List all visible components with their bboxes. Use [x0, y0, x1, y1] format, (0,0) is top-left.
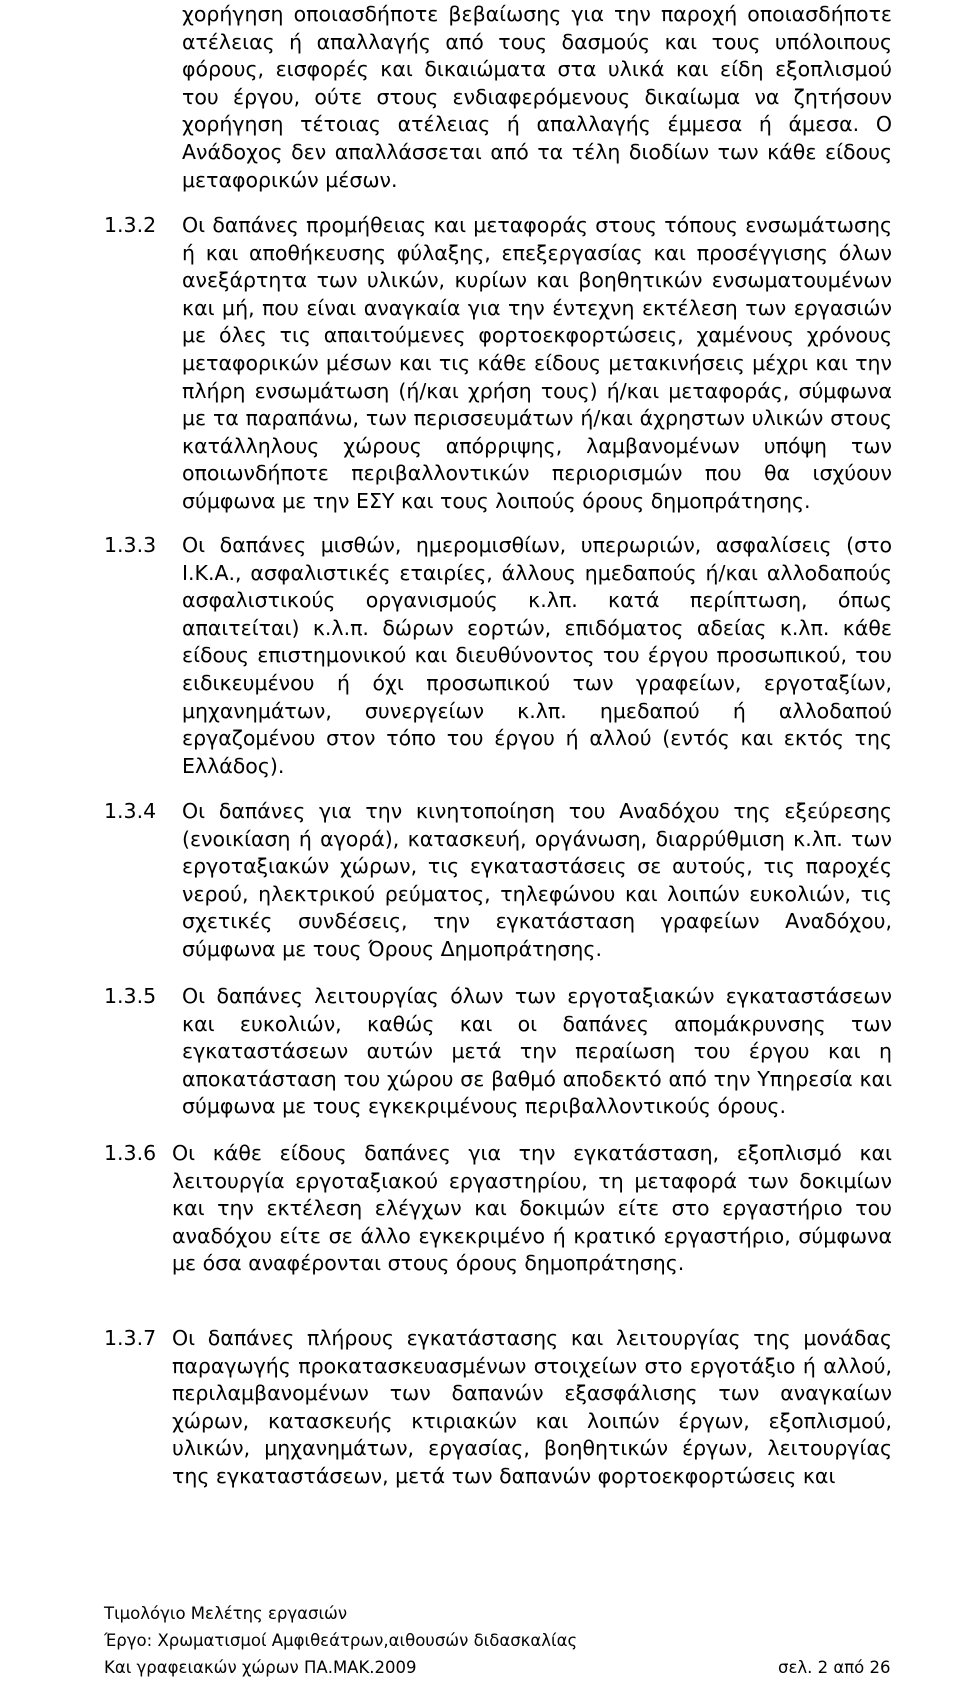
section-text: Οι κάθε είδους δαπάνες για την εγκατάσταση, εξοπλισμό και λειτουργία εργοταξιακού εργαστηρίου, τη μεταφορά των δοκιμίων και την εκτέλεση ελέγχων και δοκιμών είτε στο εργαστήριο του αναδόχου είτε σε άλλο εγκεκριμένο ή κρατικό εργαστήριο, σύμφωνα με όσα αναφέρονται στους όρους δημοπράτησης.	[172, 1141, 892, 1276]
section-1-3-2	[104, 212, 892, 516]
section-1-3-5	[104, 983, 892, 1121]
page-number: σελ. 2 από 26	[778, 1658, 891, 1677]
section-1-3-7	[104, 1325, 892, 1491]
section-text: Οι δαπάνες για την κινητοποίηση του Αναδόχου της εξεύρεσης (ενοικίαση ή αγορά), κατασκευή, οργάνωση, διαρρύθμιση κ.λπ. των εργοταξιακών χώρων, τις εγκαταστάσεις σε αυτούς, τις παροχές νερού, ηλεκτρικού ρεύματος, τηλεφώνου και λοιπών ευκολιών, τις σχετικές συνδέσεις, την εγκατάσταση γραφείων Αναδόχου, σύμφωνα με τους Όρους Δημοπράτησης.	[182, 799, 892, 961]
section-text: Οι δαπάνες μισθών, ημερομισθίων, υπερωριών, ασφαλίσεις (στο Ι.Κ.Α., ασφαλιστικές εταιρίες, άλλους ημεδαπούς ή/και αλλοδαπούς ασφαλιστικούς οργανισμούς κ.λπ. κατά περίπτωση, όπως απαιτείται) κ.λ.π. δώρων εορτών, επιδόματος αδείας κ.λπ. κάθε είδους επιστημονικού και διευθύνοντος του έργου προσωπικού, του ειδικευμένου ή όχι προσωπικού των γραφείων, εργοταξίων, μηχανημάτων, συνεργείων κ.λπ. ημεδαπού ή αλλοδαπού εργαζομένου στον τόπο του έργου ή αλλού (εντός και εκτός της Ελλάδος).	[182, 533, 892, 778]
section-text: Οι δαπάνες πλήρους εγκατάστασης και λειτουργίας της μονάδας παραγωγής προκατασκευασμένων στοιχείων στο εργοτάξιο ή αλλού, περιλαμβανομένων των δαπανών εξασφάλισης των αναγκαίων χώρων, κατασκευής κτιριακών και λοιπών έργων, εξοπλισμού, υλικών, μηχανημάτων, εργασίας, βοηθητικών έργων, λειτουργίας της εγκαταστάσεων, μετά των δαπανών φορτοεκφορτώσεις και	[172, 1326, 892, 1488]
section-1-3-4	[104, 798, 892, 964]
section-text: Οι δαπάνες λειτουργίας όλων των εργοταξιακών εγκαταστάσεων και ευκολιών, καθώς και οι δαπάνες απομάκρυνσης των εγκαταστάσεων αυτών μετά την περαίωση του έργου και η αποκατάσταση του χώρου σε βαθμό αποδεκτό από την Υπηρεσία και σύμφωνα με τους εγκεκριμένους περιβαλλοντικούς όρους.	[182, 984, 892, 1119]
section-number: 1.3.6	[104, 1141, 157, 1165]
section-number: 1.3.4	[104, 799, 157, 823]
footer-project: Έργο: Χρωματισμοί Αμφιθεάτρων,αιθουσών διδασκαλίας	[104, 1631, 578, 1650]
section-number: 1.3.2	[104, 213, 157, 237]
footer-title: Τιμολόγιο Μελέτης εργασιών	[104, 1604, 348, 1623]
section-1-3-3	[104, 532, 892, 780]
intro-paragraph: χορήγηση οποιασδήποτε βεβαίωσης για την παροχή οποιασδήποτε ατέλειας ή απαλλαγής από τους δασμούς και τους υπόλοιπους φόρους, εισφορές και δικαιώματα στα υλικά και είδη εξοπλισμού του έργου, ούτε στους ενδιαφερόμενους δικαίωμα να ζητήσουν χορήγηση τέτοιας ατέλειας ή απαλλαγής έμμεσα ή άμεσα. Ο Ανάδοχος δεν απαλλάσσεται από τα τέλη διοδίων των κάθε είδους μεταφορικών μέσων.	[182, 2, 892, 192]
section-number: 1.3.5	[104, 984, 157, 1008]
section-number: 1.3.3	[104, 533, 157, 557]
section-1-3-6	[104, 1140, 892, 1278]
section-number: 1.3.7	[104, 1326, 157, 1350]
section-text: Οι δαπάνες προμήθειας και μεταφοράς στους τόπους ενσωμάτωσης ή και αποθήκευσης φύλαξης, επεξεργασίας και προσέγγισης όλων ανεξάρτητα των υλικών, κυρίων και βοηθητικών ενσωματουμένων και μή, που είναι αναγκαία για την έντεχνη εκτέλεση των εργασιών με όλες τις απαιτούμενες φορτοεκφορτώσεις, χαμένους χρόνους μεταφορικών μέσων και τις κάθε είδους μετακινήσεις μέχρι και την πλήρη ενσωμάτωση (ή/και χρήση τους) ή/και μεταφοράς, σύμφωνα με τα παραπάνω, των περισσευμάτων ή/και άχρηστων υλικών στους κατάλληλους χώρους απόρριψης, λαμβανομένων υπόψη των οποιωνδήποτε περιβαλλοντικών περιορισμών που θα ισχύουν σύμφωνα με την ΕΣΥ και τους λοιπούς όρους δημοπράτησης.	[182, 213, 892, 513]
footer-location: Και γραφειακών χώρων ΠΑ.ΜΑΚ.2009	[104, 1658, 417, 1677]
